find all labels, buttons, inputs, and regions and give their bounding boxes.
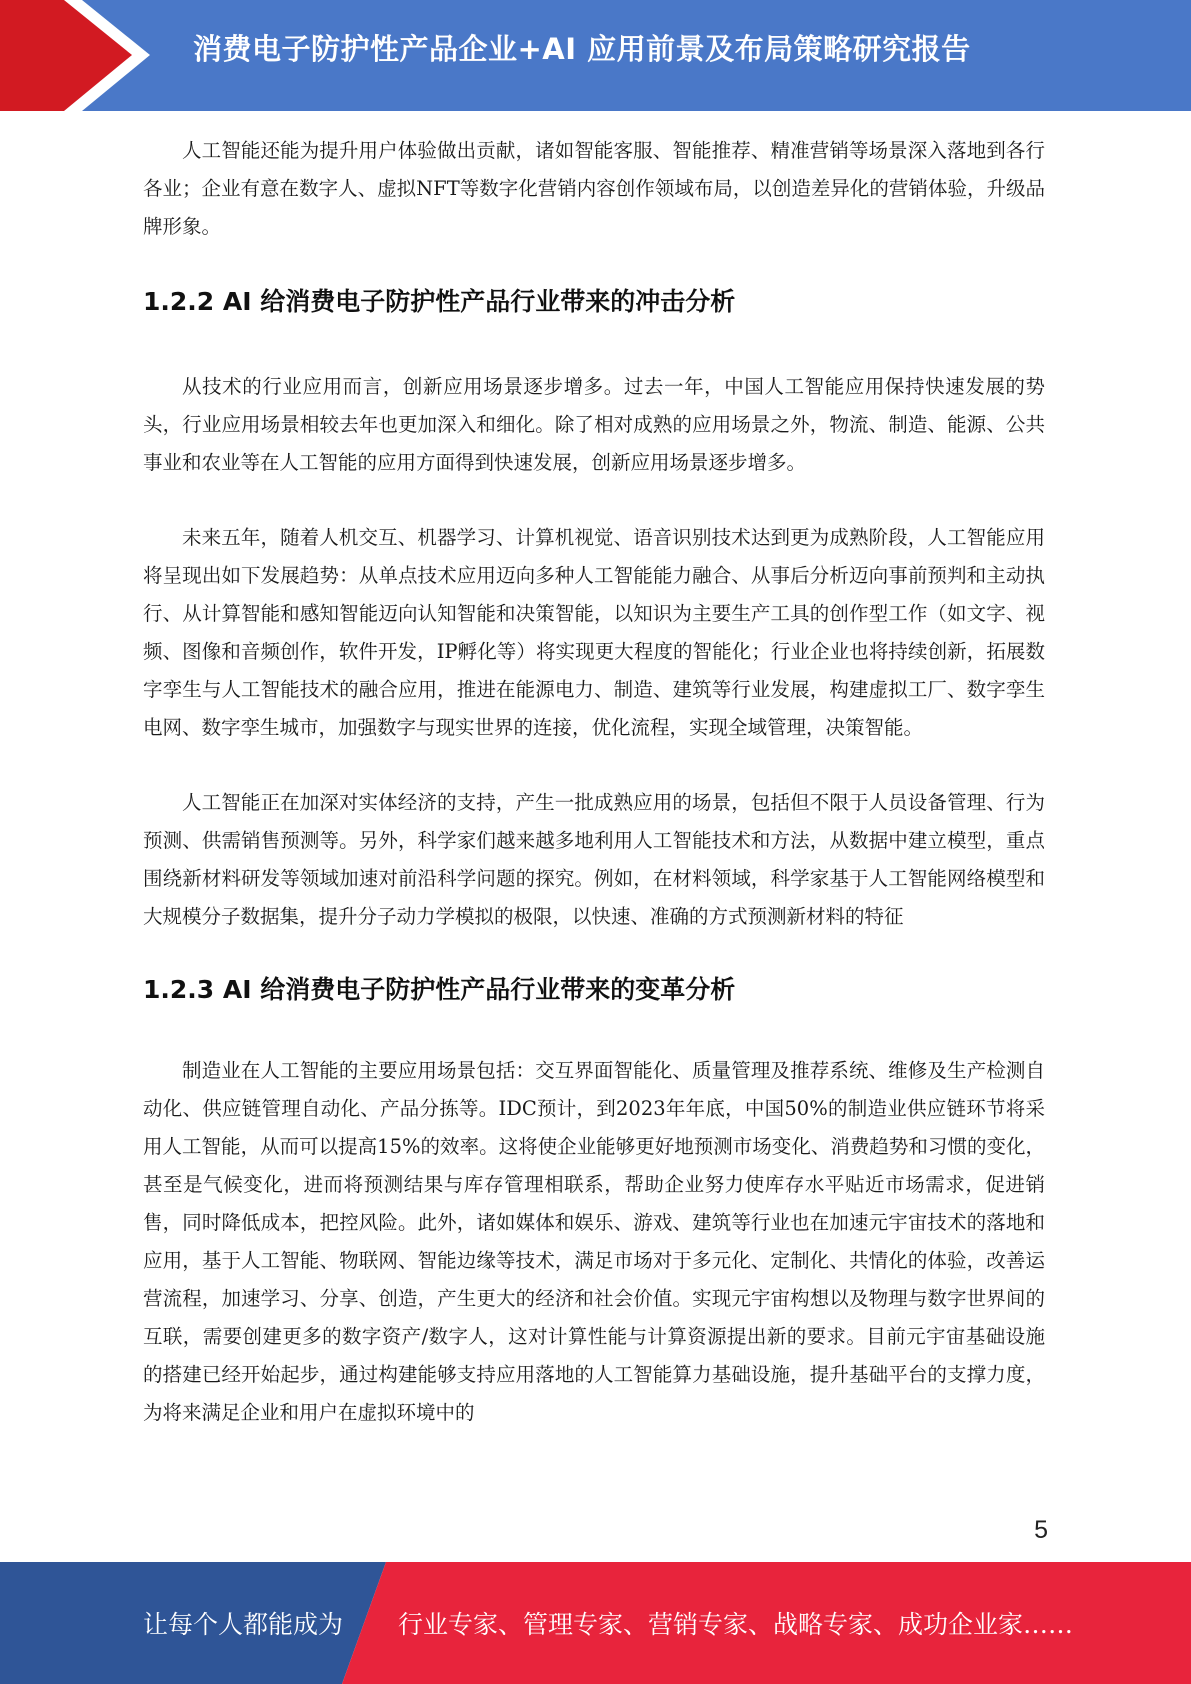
paragraph-industry-application: 从技术的行业应用而言，创新应用场景逐步增多。过去一年，中国人工智能应用保持快速发展的势头，行业应用场景相较去年也更加深入和细化。除了相对成熟的应用场景之外，物流、制造、能源、公共事业和农业等在人工智能的应用方面得到快速发展，创新应用场景逐步增多。 <box>143 375 1045 474</box>
report-title: 消费电子防护性产品企业+AI 应用前景及布局策略研究报告 <box>193 32 971 66</box>
footer-slogan-right: 行业专家、管理专家、营销专家、战略专家、成功企业家…… <box>398 1610 1074 1639</box>
paragraph-five-year-trends: 未来五年，随着人机交互、机器学习、计算机视觉、语音识别技术达到更为成熟阶段，人工智能应用将呈现出如下发展趋势：从单点技术应用迈向多种人工智能能力融合、从事后分析迈向事前预判和主动执行、从计算智能和感知智能迈向认知智能和决策智能，以知识为主要生产工具的创作型工作（如文字、视频、图像和音频创作，软件开发，IP孵化等）将实现更大程度的智能化；行业企业也将持续创新，拓展数字孪生与人工智能技术的融合应用，推进在能源电力、制造、建筑等行业发展，构建虚拟工厂、数字孪生电网、数字孪生城市，加强数字与现实世界的连接，优化流程，实现全域管理，决策智能。 <box>143 526 1045 739</box>
header-red-arrow <box>0 0 132 111</box>
page-footer <box>0 1562 1191 1684</box>
header-arrow-decoration <box>0 0 160 111</box>
paragraph-manufacturing: 制造业在人工智能的主要应用场景包括：交互界面智能化、质量管理及推荐系统、维修及生产检测自动化、供应链管理自动化、产品分拣等。IDC预计，到2023年年底，中国50%的制造业供应链环节将采用人工智能，从而可以提高15%的效率。这将使企业能够更好地预测市场变化、消费趋势和习惯的变化，甚至是气候变化，进而将预测结果与库存管理相联系，帮助企业努力使库存水平贴近市场需求，促进销售，同时降低成本，把控风险。此外，诸如媒体和娱乐、游戏、建筑等行业也在加速元宇宙技术的落地和应用，基于人工智能、物联网、智能边缘等技术，满足市场对于多元化、定制化、共情化的体验，改善运营流程，加速学习、分享、创造，产生更大的经济和社会价值。实现元宇宙构想以及物理与数字世界间的互联，需要创建更多的数字资产/数字人，这对计算性能与计算资源提出新的要求。目前元宇宙基础设施的搭建已经开始起步，通过构建能够支持应用落地的人工智能算力基础设施，提升基础平台的支撑力度，为将来满足企业和用户在虚拟环境中的 <box>143 1059 1045 1424</box>
page-number: 5 <box>1034 1516 1048 1544</box>
page-content <box>143 132 1045 1432</box>
section-heading-1-2-3: 1.2.3 AI 给消费电子防护性产品行业带来的变革分析 <box>143 975 736 1004</box>
page-header <box>0 0 1191 111</box>
section-heading-1-2-2: 1.2.2 AI 给消费电子防护性产品行业带来的冲击分析 <box>143 287 736 316</box>
footer-slogan-left: 让每个人都能成为 <box>143 1610 344 1639</box>
paragraph-real-economy: 人工智能正在加深对实体经济的支持，产生一批成熟应用的场景，包括但不限于人员设备管理、行为预测、供需销售预测等。另外，科学家们越来越多地利用人工智能技术和方法，从数据中建立模型，重点围绕新材料研发等领域加速对前沿科学问题的探究。例如，在材料领域，科学家基于人工智能网络模型和大规模分子数据集，提升分子动力学模拟的极限，以快速、准确的方式预测新材料的特征 <box>143 791 1045 928</box>
paragraph-user-experience: 人工智能还能为提升用户体验做出贡献，诸如智能客服、智能推荐、精准营销等场景深入落地到各行各业；企业有意在数字人、虚拟NFT等数字化营销内容创作领域布局，以创造差异化的营销体验，升级品牌形象。 <box>143 139 1045 238</box>
